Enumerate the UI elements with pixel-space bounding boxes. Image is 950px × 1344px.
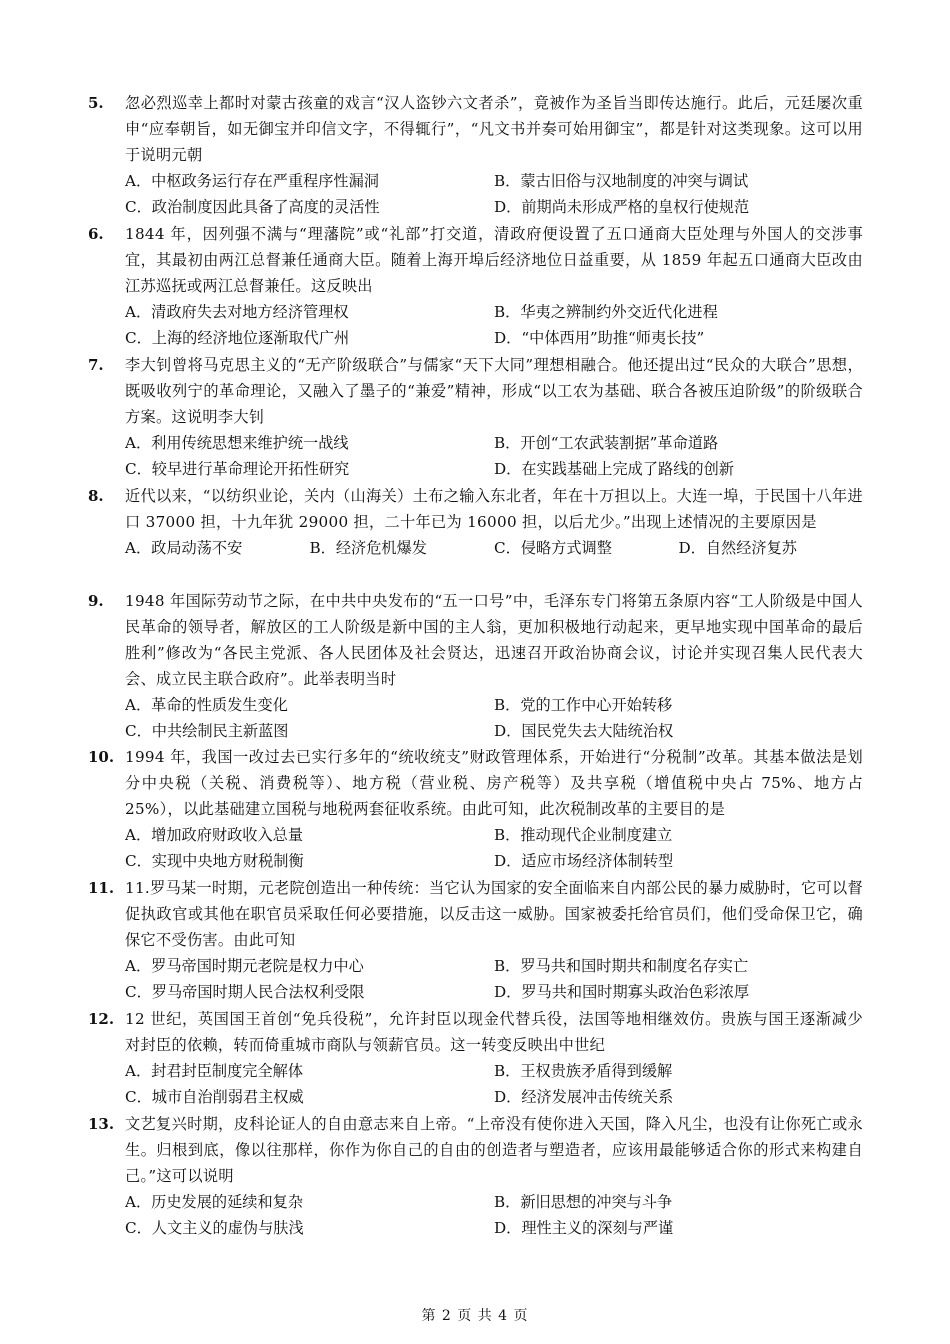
options — [125, 430, 863, 482]
question-8 — [88, 483, 863, 561]
option-a: A．清政府失去对地方经济管理权 — [125, 303, 349, 321]
question-stem: 忽必烈巡幸上都时对蒙古孩童的戏言“汉人盗钞六文者杀”，竟被作为圣旨当即传达施行。此后，元廷屡次重申“应奉朝旨，如无御宝并印信文字，不得辄行”，“凡文书并奏可始用御宝”，都是针对这类现象。这可以用于说明元朝 — [125, 94, 863, 164]
option-a: A．罗马帝国时期元老院是权力中心 — [125, 957, 364, 975]
question-number: 11. — [88, 879, 115, 897]
question-5 — [88, 90, 863, 220]
option-c: C．政治制度因此具备了高度的灵活性 — [125, 198, 380, 216]
page-footer: 第 2 页 共 4 页 — [421, 1308, 529, 1324]
question-10 — [88, 744, 863, 874]
option-d: D．经济发展冲击传统关系 — [494, 1088, 674, 1106]
option-b: B．蒙古旧俗与汉地制度的冲突与调试 — [494, 172, 749, 190]
options — [125, 535, 863, 561]
question-stem: 近代以来，“以纺织业论，关内（山海关）土布之输入东北者，年在十万担以上。大连一埠，于民国十八年进口 37000 担，十九年犹 29000 担，二十年已为 16000 担，以后尤少。”出现上述情况的主要原因是 — [125, 487, 863, 531]
question-stem: 李大钊曾将马克思主义的“无产阶级联合”与儒家“天下大同”理想相融合。他还提出过“民众的大联合”思想，既吸收列宁的革命理论，又融入了墨子的“兼爱”精神，形成“以工农为基础、联合各被压迫阶级”的阶级联合方案。这说明李大钊 — [125, 356, 863, 426]
option-a: A．政局动荡不安 — [125, 539, 243, 557]
question-stem: 12 世纪，英国国王首创“免兵役税”，允许封臣以现金代替兵役，法国等地相继效仿。贵族与国王逐渐减少对封臣的依赖，转而倚重城市商队与领薪官员。这一转变反映出中世纪 — [125, 1010, 863, 1054]
question-number: 8. — [88, 487, 104, 505]
option-d: D．适应市场经济体制转型 — [494, 852, 674, 870]
options — [125, 692, 863, 744]
options — [125, 822, 863, 874]
question-stem: 文艺复兴时期，皮科论证人的自由意志来自上帝。“上帝没有使你进入天国，降入凡尘，也没有让你死亡或永生。归根到底，像以往那样，你作为你自己的自由的创造者与塑造者，应该用最能够适合你的形式来构建自己。”这可以说明 — [125, 1115, 863, 1185]
question-number: 7. — [88, 356, 104, 374]
options — [125, 953, 863, 1005]
option-a: A．增加政府财政收入总量 — [125, 826, 304, 844]
option-c: C．中共绘制民主新蓝图 — [125, 722, 289, 740]
option-c: C．罗马帝国时期人民合法权利受限 — [125, 983, 365, 1001]
option-d: D．国民党失去大陆统治权 — [494, 722, 674, 740]
option-b: B．罗马共和国时期共和制度名存实亡 — [494, 957, 749, 975]
option-a: A．利用传统思想来维护统一战线 — [125, 434, 349, 452]
option-b: B．华夷之辨制约外交近代化进程 — [494, 303, 718, 321]
option-a: A．中枢政务运行存在严重程序性漏洞 — [125, 172, 379, 190]
option-c: C．较早进行革命理论开拓性研究 — [125, 460, 350, 478]
question-13 — [88, 1111, 863, 1241]
question-12 — [88, 1006, 863, 1110]
options — [125, 1058, 863, 1110]
option-d: D．自然经济复苏 — [678, 539, 797, 557]
question-7 — [88, 352, 863, 482]
option-c: C．上海的经济地位逐渐取代广州 — [125, 329, 350, 347]
option-b: B．开创“工农武装割据”革命道路 — [494, 434, 719, 452]
question-number: 6. — [88, 225, 104, 243]
options — [125, 1189, 863, 1241]
option-b: B．推动现代企业制度建立 — [494, 826, 673, 844]
question-number: 9. — [88, 592, 104, 610]
question-stem: 1948 年国际劳动节之际，在中共中央发布的“五一口号”中，毛泽东专门将第五条原内容“工人阶级是中国人民革命的领导者，解放区的工人阶级是新中国的主人翁，更加积极地行动起来，更早地实现中国革命的最后胜利”修改为“各民主党派、各人民团体及社会贤达，迅速召开政治协商会议，讨论并实现召集人民代表大会、成立民主联合政府”。此举表明当时 — [125, 592, 863, 688]
option-b: B．新旧思想的冲突与斗争 — [494, 1193, 673, 1211]
question-6 — [88, 221, 863, 351]
question-stem: 1994 年，我国一改过去已实行多年的“统收统支”财政管理体系，开始进行“分税制”改革。其基本做法是划分中央税（关税、消费税等）、地方税（营业税、房产税等）及共享税（增值税中央占 75%、地方占 25%），以此基础建立国税与地税两套征收系统。由此可知，此次税制改革的主要目的是 — [125, 748, 863, 818]
option-c: C．人文主义的虚伪与肤浅 — [125, 1219, 304, 1237]
option-d: D．在实践基础上完成了路线的创新 — [494, 460, 734, 478]
option-c: C．实现中央地方财税制衡 — [125, 852, 304, 870]
option-d: D．前期尚未形成严格的皇权行使规范 — [494, 198, 750, 216]
option-d: D．理性主义的深刻与严谨 — [494, 1219, 674, 1237]
option-b: B．党的工作中心开始转移 — [494, 696, 673, 714]
question-number: 5. — [88, 94, 104, 112]
question-number: 10. — [88, 748, 115, 766]
option-a: A．历史发展的延续和复杂 — [125, 1193, 304, 1211]
option-d: D．“中体西用”助推“师夷长技” — [494, 329, 705, 347]
question-number: 13. — [88, 1115, 115, 1133]
question-number: 12. — [88, 1010, 115, 1028]
option-a: A．封君封臣制度完全解体 — [125, 1062, 304, 1080]
question-stem: 11.罗马某一时期，元老院创造出一种传统：当它认为国家的安全面临来自内部公民的暴力威胁时，它可以督促执政官或其他在职官员采取任何必要措施，以反击这一威胁。国家被委托给官员们，他们受命保卫它，确保它不受伤害。由此可知 — [125, 879, 863, 949]
option-b: B．经济危机爆发 — [309, 539, 427, 557]
option-a: A．革命的性质发生变化 — [125, 696, 288, 714]
question-9 — [88, 588, 863, 744]
options — [125, 168, 863, 220]
options — [125, 299, 863, 351]
option-c: C．城市自治削弱君主权威 — [125, 1088, 304, 1106]
option-b: B．王权贵族矛盾得到缓解 — [494, 1062, 673, 1080]
option-d: D．罗马共和国时期寡头政治色彩浓厚 — [494, 983, 750, 1001]
question-11 — [88, 875, 863, 1005]
question-stem: 1844 年，因列强不满与“理藩院”或“礼部”打交道，清政府便设置了五口通商大臣处理与外国人的交涉事宜，其最初由两江总督兼任通商大臣。随着上海开埠后经济地位日益重要，从 1859 年起五口通商大臣改由江苏巡抚或两江总督兼任。这反映出 — [125, 225, 863, 295]
option-c: C．侵略方式调整 — [494, 539, 612, 557]
